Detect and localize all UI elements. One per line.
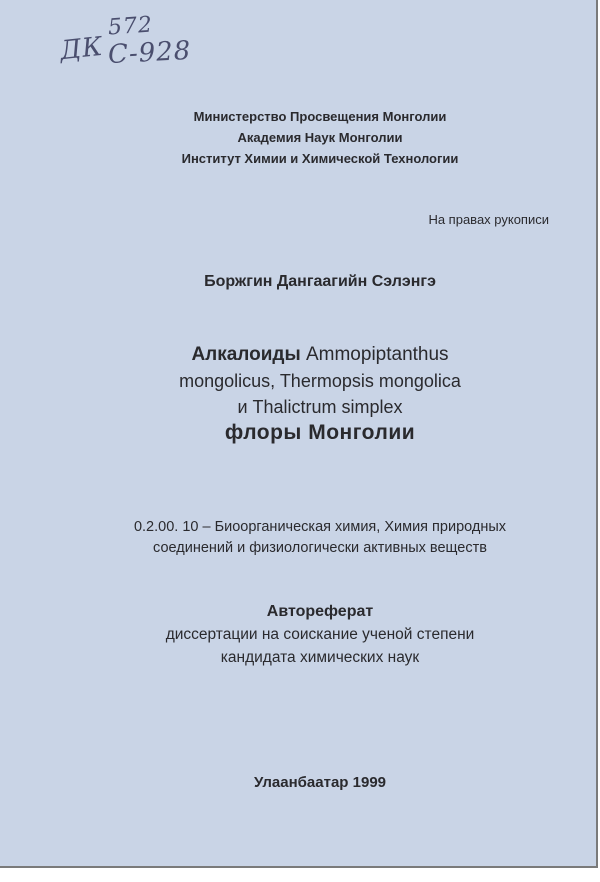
institutions-block [0, 106, 600, 169]
specialty-block [0, 517, 600, 559]
specialty-line-2: соединений и физиологически активных веществ [153, 540, 487, 556]
specialty-line-1: 0.2.00. 10 – Биоорганическая химия, Химия природных [133, 519, 507, 535]
abstract-heading: Автореферат [266, 603, 374, 620]
title-line-3: и Thalictrum simplex [237, 397, 403, 417]
title-line-2: mongolicus, Thermopsis mongolica [179, 371, 461, 391]
institution-institute: Институт Химии и Химической Технологии [181, 151, 459, 166]
library-stamp-number: 572 [107, 12, 154, 41]
author-name: Боржгин Дангаагийн Сэлэнгэ [204, 273, 436, 290]
abstract-block [0, 600, 600, 669]
title-line-1-ru: Алкалоиды [191, 344, 301, 365]
title-line-1 [0, 342, 600, 368]
title-line-4: флоры Монголии [224, 421, 416, 444]
rights-note: На правах рукописи [428, 212, 549, 227]
institution-ministry: Министерство Просвещения Монголии [193, 109, 447, 124]
title-line-1-lat: Ammopiptanthus [305, 344, 449, 365]
library-stamp-code: ДК [58, 31, 105, 67]
city-year: Улаанбаатар 1999 [254, 774, 386, 791]
institution-academy: Академия Наук Монголии [237, 130, 403, 145]
library-stamp-shelfmark: С-928 [107, 35, 193, 71]
abstract-line-2: кандидата химических наук [220, 649, 420, 666]
dissertation-title [0, 342, 600, 446]
abstract-line-1: диссертации на соискание ученой степени [165, 626, 475, 643]
